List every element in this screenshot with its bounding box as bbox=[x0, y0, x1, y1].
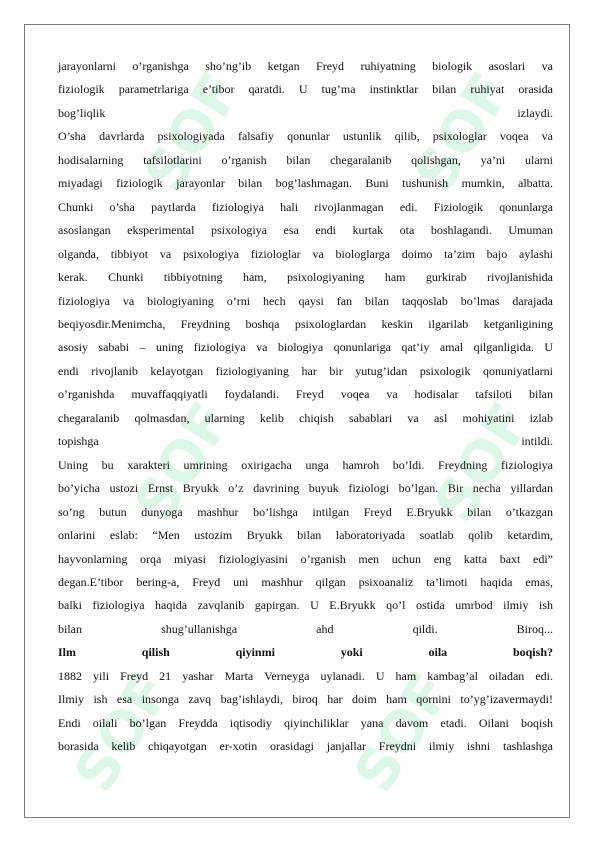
text-line: Ilmiy ish esa insonga zavq bag’ishlaydi, biroq har doim ham qornini to’yg’izavermaydi! bbox=[58, 692, 553, 707]
text-line: topishga intildi. bbox=[58, 434, 553, 449]
text-line: fiziologiya va biologiyaning o’rni hech qaysi fan bilan taqqoslab bo’lmas darajada bbox=[58, 293, 553, 308]
text-line: fiziologik parametrlariga e’tibor qaratdi. U tug’ma instinktlar bilan ruhiyat orasida bbox=[58, 82, 553, 97]
text-line: Chunki o’sha paytlarda fiziologiya hali rivojlanmagan edi. Fiziologik qonunlarga bbox=[58, 199, 553, 214]
text-line: chegaralanib qolmasdan, ularning kelib chiqish sabablari va asl mohiyatini izlab bbox=[58, 410, 553, 425]
watermark-logo: SOF bbox=[342, 661, 465, 804]
text-line: hodisalarning tafsilotlarini o’rganish bilan chegaralanib qolishgan, ya’ni ularni bbox=[58, 152, 553, 167]
watermark-logo: SOF bbox=[132, 61, 255, 204]
text-line: endi rivojlanib kelayotgan fiziologiyaning har bir yutug’idan psixologik qonuniyatlarni bbox=[58, 363, 553, 378]
text-line: degan.E’tibor bering-a, Freyd uni mashhur qilgan psixoanaliz ta’limoti haqida emas, bbox=[58, 574, 553, 589]
text-line: asosiy sababi – uning fiziologiya va biologiya qonunlariga qat’iy amal qilganligida. U bbox=[58, 340, 553, 355]
text-line: jarayonlarni o’rganishga sho’ng’ib ketgan Freyd ruhiyatning biologik asoslari va bbox=[58, 59, 553, 73]
text-line: bog’liqlik izlaydi. bbox=[58, 105, 553, 120]
watermark-logo: SOF bbox=[402, 61, 525, 204]
document-body bbox=[58, 55, 553, 759]
text-line: kerak. Chunki tibbiyotning ham, psixologiyaning ham gurkirab rivojlanishida bbox=[58, 270, 553, 285]
text-line: bo’yicha ustozi Ernst Bryukk o’z davrining buyuk fiziologi bo’lgan. Bir necha yillardan bbox=[58, 481, 553, 496]
text-line: 1882 yili Freyd 21 yashar Marta Verneyga uylanadi. U ham kambag’al oiladan edi. bbox=[58, 668, 553, 683]
watermark-logo: SOF bbox=[422, 391, 545, 534]
text-line: O’sha davrlarda psixologiyada falsafiy qonunlar ustunlik qilib, psixologlar voqea va bbox=[58, 129, 553, 144]
text-line: miyadagi fiziologik jarayonlar bilan bog’lashmagan. Buni tushunish mumkin, albatta. bbox=[58, 176, 553, 191]
text-line: Uning bu xarakteri umrining oxirigacha unga hamroh bo’ldi. Freydning fiziologiya bbox=[58, 457, 553, 472]
text-line: Endi oilali bo’lgan Freydda iqtisodiy qiyinchiliklar yana davom etadi. Oilani boqish bbox=[58, 715, 553, 730]
text-line: hayvonlarning orqa miyasi fiziologiyasini o’rganish men uchun eng katta baxt edi” bbox=[58, 551, 553, 566]
text-line: onlarini eslab: “Men ustozim Bryukk bilan laboratoriyada soatlab qolib ketardim, bbox=[58, 528, 553, 543]
watermark-logo: SOF bbox=[62, 661, 185, 804]
text-line: bilan shug’ullanishga ahd qildi. Biroq... bbox=[58, 621, 553, 636]
text-line: balki fiziologiya haqida zavqlanib gapirgan. U E.Bryukk qo’l ostida umrbod ilmiy ish bbox=[58, 598, 553, 613]
text-line: so’ng butun dunyoga mashhur bo’lishga intilgan Freyd E.Bryukk bilan o’tkazgan bbox=[58, 504, 553, 519]
text-line: o’rganishda muvaffaqqiyatli foydalandi. Freyd voqea va hodisalar tafsiloti bilan bbox=[58, 387, 553, 402]
text-line: olganda, tibbiyot va psixologiya fiziologlar va biologlarga doimo ta’zim bajo aylashi bbox=[58, 246, 553, 261]
section-heading: Ilm qilish qiyinmi yoki oila boqish? bbox=[58, 645, 553, 660]
text-line: beqiyosdir.Menimcha, Freydning boshqa psixologlardan keskin ilgarilab ketganligining bbox=[58, 316, 553, 331]
watermark-logo: SOF bbox=[122, 391, 245, 534]
text-line: borasida kelib chiqayotgan er-xotin orasidagi janjallar Freydni ilmiy ishni tashlashga bbox=[58, 739, 553, 754]
text-line: asoslangan eksperimental psixologiya esa endi kurtak ota boshlagandi. Umuman bbox=[58, 223, 553, 238]
